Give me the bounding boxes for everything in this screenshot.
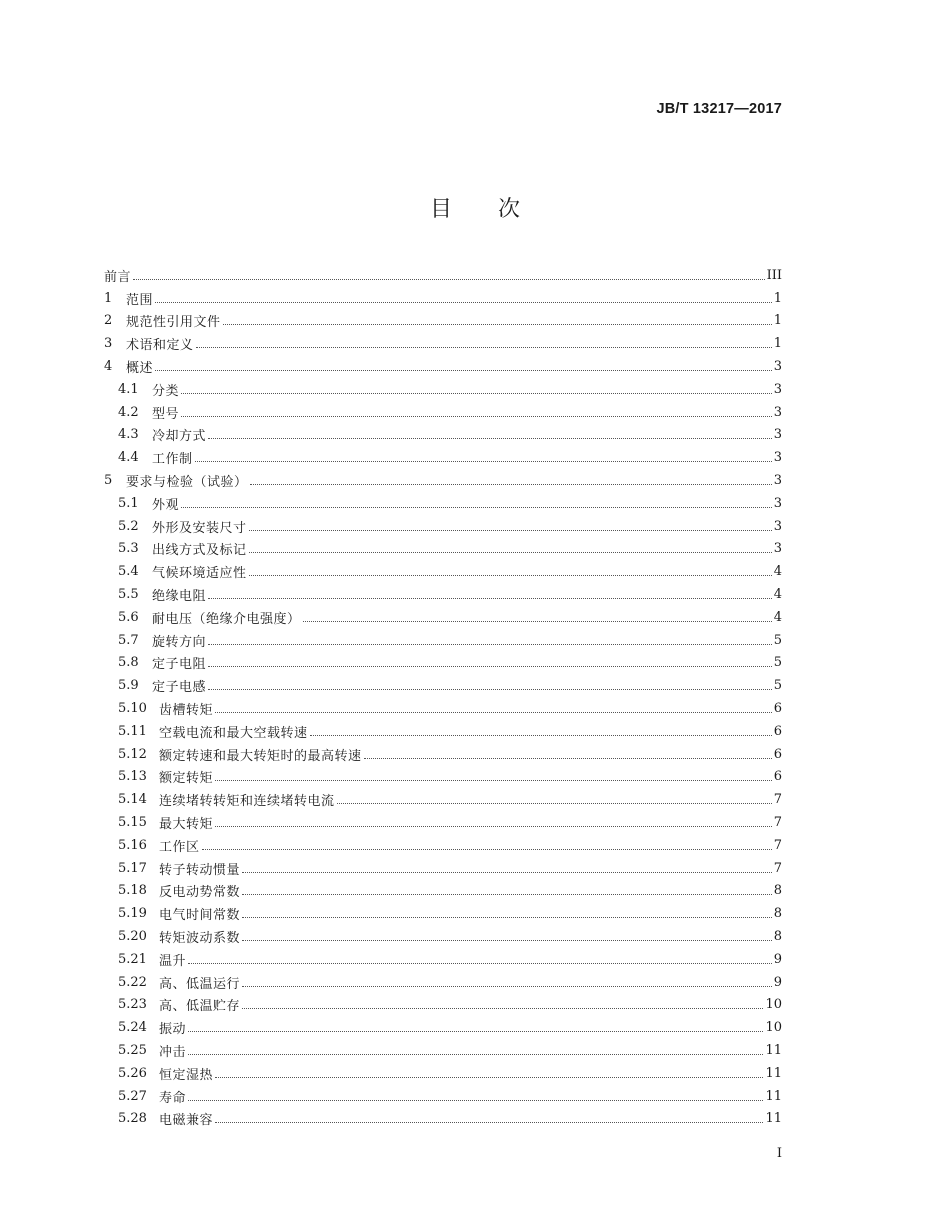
- toc-dot-leader: [188, 1100, 763, 1101]
- toc-entry-page: 7: [773, 860, 782, 876]
- toc-entry-title: 高、低温运行: [159, 976, 241, 992]
- toc-entry[interactable]: [104, 1085, 782, 1108]
- toc-entry-number: 5.2: [118, 518, 139, 534]
- toc-entry-page: 10: [765, 1020, 782, 1036]
- toc-entry-title: 额定转矩: [159, 771, 214, 787]
- toc-entry-title: 外形及安装尺寸: [152, 520, 247, 536]
- toc-dot-leader: [250, 484, 772, 485]
- toc-entry-page: 9: [773, 974, 782, 990]
- toc-entry[interactable]: [104, 560, 782, 583]
- toc-entry-page: 3: [773, 381, 782, 397]
- toc-entry-title: 齿槽转矩: [159, 703, 214, 719]
- toc-entry-page: 3: [773, 359, 782, 375]
- toc-entry-page: 8: [773, 906, 782, 922]
- toc-entry-title: 振动: [159, 1022, 187, 1038]
- toc-entry-title: 转矩波动系数: [159, 931, 241, 946]
- toc-entry-title: 前言: [104, 269, 132, 285]
- toc-entry[interactable]: [104, 674, 782, 697]
- toc-dot-leader: [215, 1122, 763, 1123]
- toc-entry-number: 5.15: [118, 815, 147, 831]
- toc-entry-page: 5: [773, 632, 782, 648]
- toc-entry-page: 5: [773, 655, 782, 671]
- toc-entry[interactable]: [104, 697, 782, 720]
- toc-entry-title: 外观: [152, 497, 180, 513]
- toc-entry-number: 4.3: [118, 427, 139, 443]
- toc-entry[interactable]: [104, 925, 782, 948]
- toc-dot-leader: [155, 370, 772, 371]
- toc-dot-leader: [242, 917, 772, 918]
- toc-entry-title: 范围: [126, 292, 154, 308]
- toc-entry-title: 转子转动惯量: [159, 862, 241, 878]
- toc-entry-number: 5.1: [118, 495, 139, 511]
- toc-entry[interactable]: [104, 811, 782, 834]
- toc-entry-title: 工作制: [152, 452, 193, 468]
- toc-entry-number: 5.18: [118, 883, 147, 899]
- toc-entry-page: 6: [773, 723, 782, 739]
- toc-entry-number: 5.4: [118, 564, 139, 580]
- toc-dot-leader: [310, 735, 772, 736]
- toc-entry[interactable]: [104, 469, 782, 492]
- toc-entry-number: 5.23: [118, 997, 147, 1013]
- toc-entry-page: 7: [773, 815, 782, 831]
- toc-dot-leader: [249, 552, 772, 553]
- toc-list: [104, 264, 782, 1130]
- toc-entry[interactable]: [104, 492, 782, 515]
- toc-dot-leader: [242, 1008, 763, 1009]
- toc-entry-number: 5.10: [118, 701, 147, 717]
- toc-entry-number: 5.12: [118, 746, 147, 762]
- toc-dot-leader: [181, 416, 772, 417]
- toc-dot-leader: [303, 621, 772, 622]
- toc-entry[interactable]: [104, 332, 782, 355]
- toc-entry-number: 2: [104, 313, 113, 329]
- toc-entry-title: 要求与检验（试验）: [126, 475, 248, 491]
- toc-entry-number: 5.19: [118, 906, 147, 922]
- toc-entry-title: 冲击: [159, 1044, 187, 1060]
- toc-dot-leader: [215, 826, 772, 827]
- toc-entry-number: 5.20: [118, 929, 147, 944]
- toc-dot-leader: [188, 1031, 763, 1032]
- toc-entry-page: 7: [773, 837, 782, 853]
- toc-dot-leader: [133, 279, 765, 280]
- toc-entry[interactable]: [104, 834, 782, 857]
- toc-dot-leader: [223, 324, 772, 325]
- toc-entry[interactable]: [104, 629, 782, 652]
- toc-entry[interactable]: [104, 310, 782, 333]
- toc-entry-page: 5: [773, 678, 782, 694]
- toc-entry[interactable]: [104, 1062, 782, 1085]
- toc-entry-page: 3: [773, 495, 782, 511]
- toc-dot-leader: [337, 803, 772, 804]
- toc-entry-page: 7: [773, 792, 782, 808]
- toc-entry[interactable]: [104, 902, 782, 925]
- toc-entry-page: 4: [773, 587, 782, 603]
- toc-entry-number: 4.4: [118, 450, 139, 466]
- toc-dot-leader: [215, 1077, 763, 1078]
- toc-entry-title: 旋转方向: [152, 634, 207, 650]
- toc-entry-title: 规范性引用文件: [126, 315, 221, 331]
- toc-dot-leader: [196, 347, 772, 348]
- toc-entry-title: 额定转速和最大转矩时的最高转速: [159, 748, 362, 764]
- toc-entry-title: 型号: [152, 406, 180, 422]
- toc-entry-page: 3: [773, 518, 782, 534]
- toc-dot-leader: [208, 598, 772, 599]
- toc-entry-number: 5.21: [118, 951, 147, 967]
- toc-entry-page: 11: [765, 1111, 782, 1127]
- standard-code: JB/T 13217—2017: [656, 101, 782, 117]
- toc-entry[interactable]: [104, 264, 782, 287]
- toc-entry-title: 术语和定义: [126, 338, 194, 354]
- toc-entry-page: 8: [773, 883, 782, 899]
- toc-entry[interactable]: [104, 880, 782, 903]
- toc-entry-title: 绝缘电阻: [152, 589, 207, 605]
- toc-entry[interactable]: [104, 606, 782, 629]
- toc-entry[interactable]: [104, 1107, 782, 1130]
- toc-entry-title: 恒定湿热: [159, 1067, 214, 1083]
- toc-dot-leader: [364, 758, 772, 759]
- toc-entry[interactable]: [104, 994, 782, 1017]
- toc-entry-number: 1: [104, 290, 113, 306]
- toc-dot-leader: [181, 507, 772, 508]
- toc-dot-leader: [215, 780, 772, 781]
- toc-entry-title: 寿命: [159, 1090, 187, 1106]
- toc-entry[interactable]: [104, 1039, 782, 1062]
- toc-entry-page: 11: [765, 1065, 782, 1081]
- toc-entry-page: 1: [773, 336, 782, 352]
- toc-entry-title: 空载电流和最大空载转速: [159, 725, 308, 741]
- toc-dot-leader: [249, 575, 772, 576]
- toc-entry-number: 5.17: [118, 860, 147, 876]
- toc-entry-title: 概述: [126, 361, 154, 377]
- toc-entry-page: 11: [765, 1042, 782, 1058]
- toc-entry-page: 1: [773, 290, 782, 306]
- toc-entry-title: 出线方式及标记: [152, 543, 247, 559]
- toc-dot-leader: [188, 963, 772, 964]
- toc-dot-leader: [181, 393, 772, 394]
- toc-dot-leader: [208, 689, 772, 690]
- toc-entry-page: 3: [773, 473, 782, 489]
- toc-entry[interactable]: [104, 857, 782, 880]
- toc-entry-title: 温升: [159, 953, 187, 969]
- toc-entry[interactable]: [104, 424, 782, 447]
- toc-entry[interactable]: [104, 378, 782, 401]
- toc-entry-title: 气候环境适应性: [152, 566, 247, 582]
- toc-dot-leader: [242, 872, 772, 873]
- toc-entry[interactable]: [104, 538, 782, 561]
- toc-entry-number: 5.16: [118, 837, 147, 853]
- toc-dot-leader: [249, 530, 772, 531]
- toc-entry-number: 5.3: [118, 541, 139, 557]
- toc-entry-page: III: [766, 267, 782, 283]
- toc-entry[interactable]: [104, 401, 782, 424]
- toc-entry[interactable]: [104, 515, 782, 538]
- toc-entry-title: 高、低温贮存: [159, 999, 241, 1015]
- toc-entry[interactable]: [104, 766, 782, 789]
- toc-entry-number: 5.24: [118, 1020, 147, 1036]
- toc-entry-number: 5.7: [118, 632, 139, 648]
- toc-entry-number: 5.26: [118, 1065, 147, 1081]
- toc-entry-number: 5.6: [118, 609, 139, 625]
- toc-entry[interactable]: [104, 652, 782, 675]
- toc-entry-title: 定子电阻: [152, 657, 207, 673]
- toc-entry-page: 6: [773, 701, 782, 717]
- toc-entry-number: 4.2: [118, 404, 139, 420]
- toc-title: 目次: [429, 197, 566, 222]
- toc-entry[interactable]: [104, 971, 782, 994]
- toc-dot-leader: [242, 986, 772, 987]
- toc-entry-number: 5.28: [118, 1111, 147, 1127]
- page-folio: I: [776, 1146, 782, 1161]
- toc-entry-title: 耐电压（绝缘介电强度）: [152, 611, 301, 627]
- toc-dot-leader: [242, 940, 772, 941]
- toc-entry[interactable]: [104, 446, 782, 469]
- toc-entry-number: 5.13: [118, 769, 147, 785]
- toc-entry[interactable]: [104, 788, 782, 811]
- toc-entry-page: 4: [773, 609, 782, 625]
- toc-dot-leader: [242, 894, 772, 895]
- toc-dot-leader: [155, 302, 772, 303]
- toc-entry-page: 10: [765, 997, 782, 1013]
- toc-entry-page: 8: [773, 929, 782, 944]
- toc-entry-title: 工作区: [159, 839, 200, 855]
- toc-entry[interactable]: [104, 1016, 782, 1039]
- toc-entry-title: 反电动势常数: [159, 885, 241, 901]
- toc-entry-title: 电气时间常数: [159, 908, 241, 924]
- toc-dot-leader: [202, 849, 772, 850]
- toc-dot-leader: [208, 438, 772, 439]
- toc-entry-number: 4: [104, 359, 113, 375]
- toc-entry-number: 5.5: [118, 587, 139, 603]
- toc-entry-page: 3: [773, 541, 782, 557]
- toc-entry-number: 3: [104, 336, 113, 352]
- toc-entry-number: 4.1: [118, 381, 139, 397]
- toc-entry-page: 11: [765, 1088, 782, 1104]
- toc-entry[interactable]: [104, 720, 782, 743]
- toc-entry-number: 5.8: [118, 655, 139, 671]
- toc-entry-page: 3: [773, 450, 782, 466]
- toc-entry-number: 5.27: [118, 1088, 147, 1104]
- toc-dot-leader: [215, 712, 772, 713]
- toc-entry[interactable]: [104, 743, 782, 766]
- toc-entry-number: 5: [104, 473, 113, 489]
- toc-dot-leader: [208, 666, 772, 667]
- toc-entry-page: 3: [773, 404, 782, 420]
- toc-entry-page: 6: [773, 746, 782, 762]
- toc-entry-page: 1: [773, 313, 782, 329]
- toc-entry-title: 冷却方式: [152, 429, 207, 445]
- toc-entry-number: 5.14: [118, 792, 147, 808]
- toc-entry-title: 连续堵转转矩和连续堵转电流: [159, 794, 335, 810]
- toc-entry-page: 4: [773, 564, 782, 580]
- toc-entry-title: 电磁兼容: [159, 1113, 214, 1129]
- toc-entry-page: 6: [773, 769, 782, 785]
- toc-entry[interactable]: [104, 948, 782, 971]
- toc-dot-leader: [195, 461, 772, 462]
- toc-entry-number: 5.11: [118, 723, 147, 739]
- toc-entry-page: 9: [773, 951, 782, 967]
- toc-dot-leader: [208, 644, 772, 645]
- toc-entry[interactable]: [104, 355, 782, 378]
- toc-entry-number: 5.25: [118, 1042, 147, 1058]
- toc-entry-page: 3: [773, 427, 782, 443]
- toc-dot-leader: [188, 1054, 763, 1055]
- toc-entry-title: 定子电感: [152, 680, 207, 696]
- toc-entry[interactable]: [104, 287, 782, 310]
- toc-entry-title: 最大转矩: [159, 817, 214, 833]
- toc-entry[interactable]: [104, 583, 782, 606]
- toc-entry-number: 5.22: [118, 974, 147, 990]
- toc-entry-number: 5.9: [118, 678, 139, 694]
- toc-entry-title: 分类: [152, 383, 180, 399]
